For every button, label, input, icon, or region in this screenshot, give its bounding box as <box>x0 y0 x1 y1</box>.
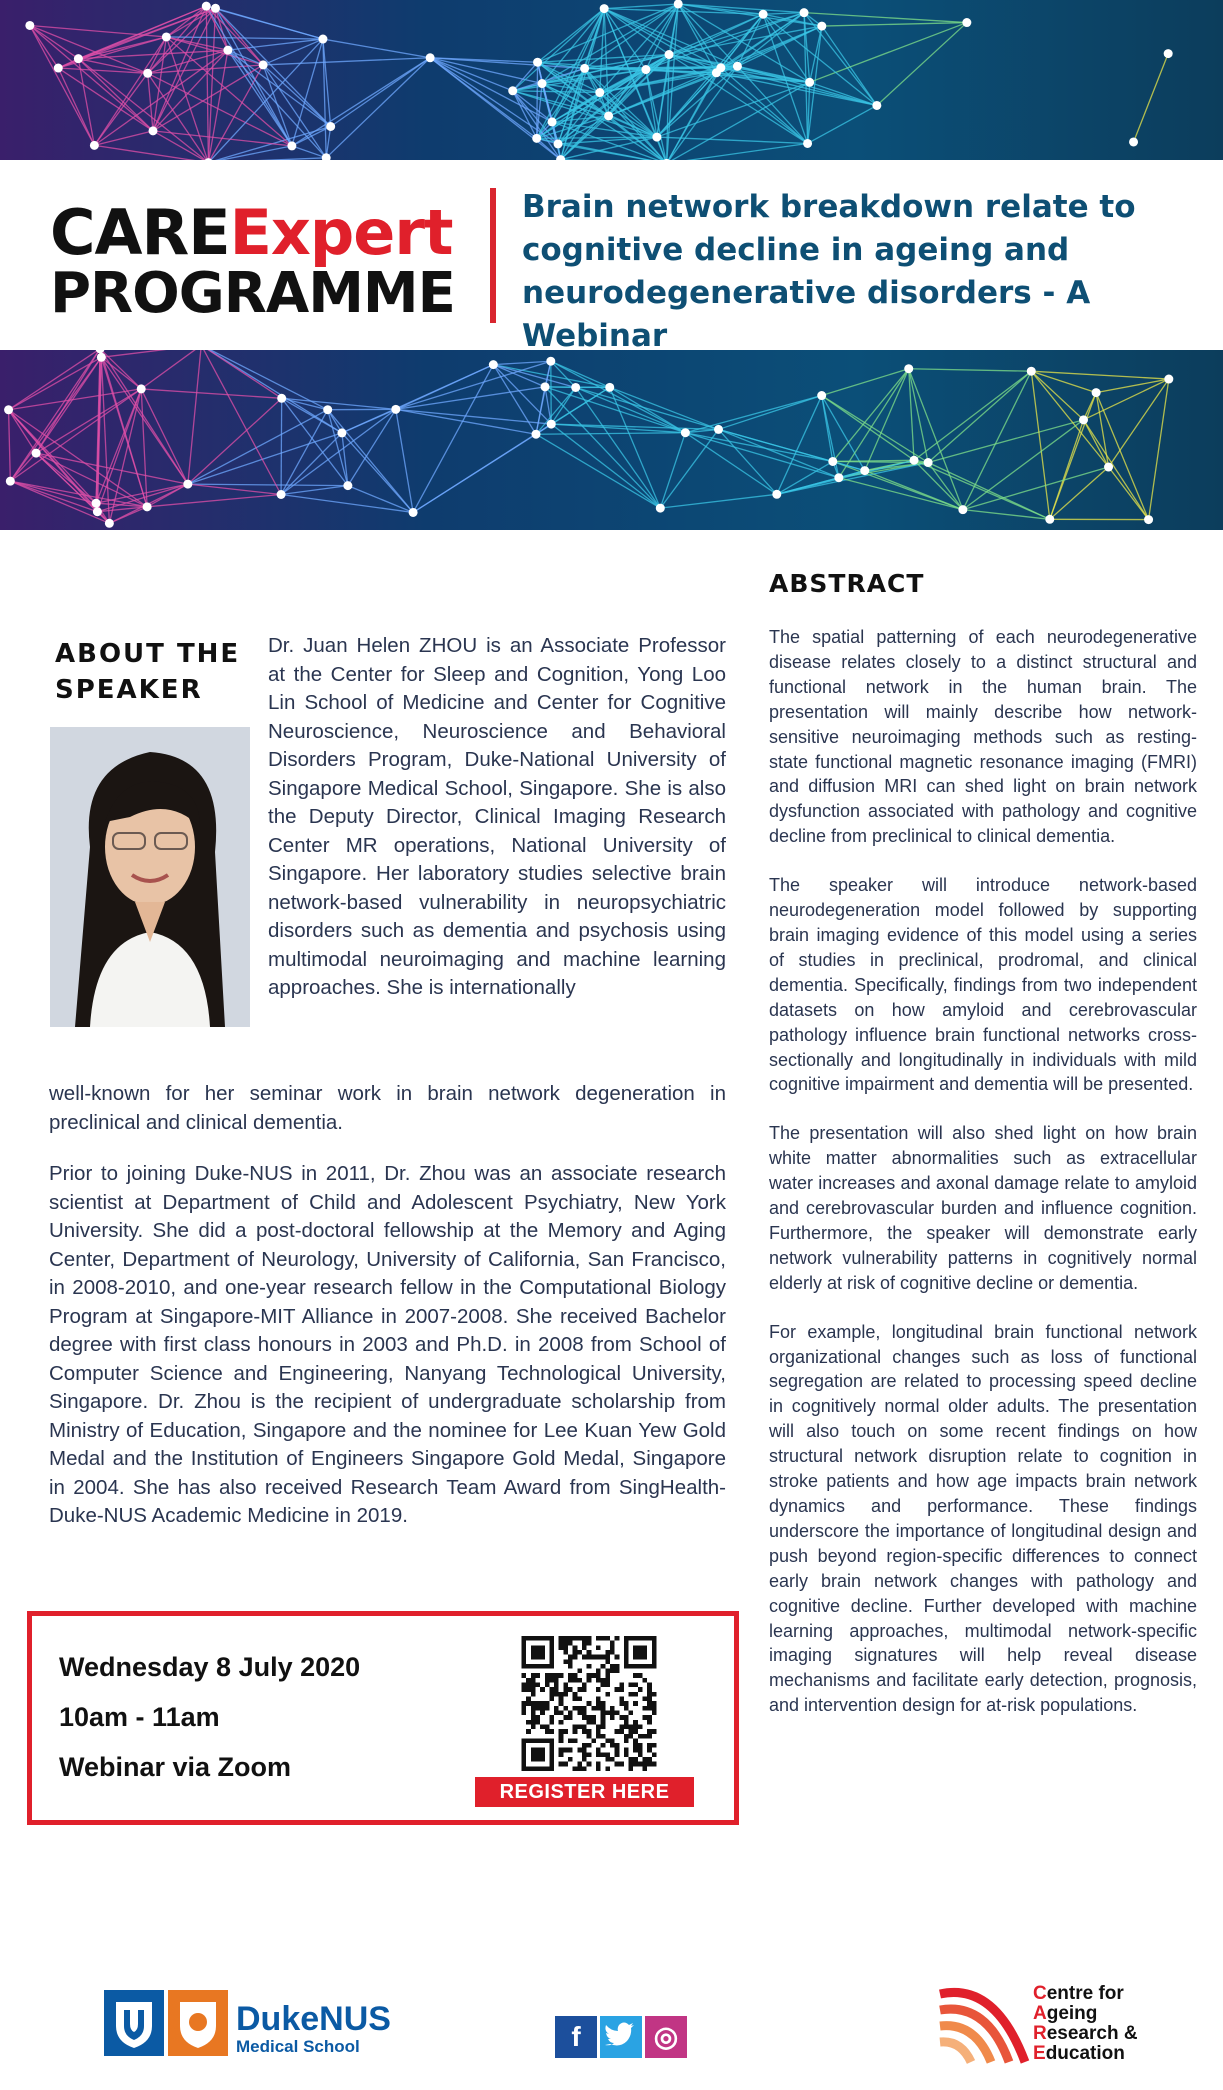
care-a: A <box>1033 2003 1047 2024</box>
duke-nus-name: DukeNUS <box>236 2000 391 2038</box>
logo-programme: PROGRAMME <box>50 261 455 326</box>
webinar-title-line-1: Brain network breakdown relate to <box>522 189 1136 225</box>
facebook-icon[interactable]: f <box>555 2016 597 2058</box>
care-e: E <box>1033 2043 1046 2064</box>
instagram-icon[interactable]: ◎ <box>645 2016 687 2058</box>
abstract-paragraph-1: The spatial patterning of each neurodegenerative disease relates closely to a distinct structural and functional network in the human brain. The presentation will mainly describe how network-sensitive neuroimaging methods such as resting-state functional magnetic resonance imaging (FMRI) and diffusion MRI can shed light on brain network dysfunction associated with pathology and cognitive decline from preclinical to clinical dementia. <box>769 627 1197 847</box>
bio-paragraph-1-end: well-known for her seminar work in brain network degeneration in preclinical and clinical dementia. <box>49 1082 726 1134</box>
abstract-paragraph-4: For example, longitudinal brain functional network organizational changes such as loss of functional segregation are related to processing speed decline in cognitively normal older adults. The presentation will also touch on some recent findings on how structural network disruption relate to cognition in stroke patients and how age impacts brain network dynamics and performance. These findings underscore the importance of longitudinal design and push beyond region-specific differences to connect early brain network changes with pathology and cognitive decline. Further developed with machine learning approaches, multimodal network-specific imaging signatures will help reveal disease mechanisms and facilitate early detection, prognosis, and intervention design for at-risk populations. <box>769 1321 1197 1716</box>
care-arcs-icon <box>935 1984 1035 2064</box>
care-line-4: ducation <box>1045 2043 1125 2064</box>
duke-nus-sub: Medical School <box>236 2037 360 2056</box>
care-r: R <box>1033 2023 1047 2044</box>
speaker-bio-continued <box>49 1080 726 1554</box>
abstract-paragraph-3: The presentation will also shed light on how brain white matter abnormalities such as extracellular water increases and axonal damage relate to amyloid and cerebrovascular burden and influence cognition. Furthermore, the speaker will demonstrate early network vulnerability patterns in cognitively normal elderly at risk of cognitive decline or dementia. <box>769 1123 1197 1293</box>
about-speaker-heading <box>55 636 240 708</box>
care-line-2: geing <box>1046 2003 1098 2024</box>
header-banner <box>0 0 1223 530</box>
event-date: Wednesday 8 July 2020 <box>59 1652 361 1682</box>
event-venue: Webinar via Zoom <box>59 1752 292 1782</box>
duke-nus-logo <box>104 1988 414 2065</box>
title-bar <box>0 160 1223 354</box>
event-details-box <box>27 1611 739 1825</box>
carexpert-logo <box>50 196 455 326</box>
abstract-heading: ABSTRACT <box>769 569 925 598</box>
webinar-title-line-2: cognitive decline in ageing and <box>522 232 1070 268</box>
logo-expert: Expert <box>229 196 453 269</box>
care-line-3: esearch & <box>1046 2023 1138 2044</box>
event-time: 10am - 11am <box>59 1702 220 1732</box>
webinar-title-line-3: neurodegenerative disorders - A Webinar <box>522 275 1091 354</box>
webinar-title <box>522 186 1202 358</box>
bio-paragraph-2: Prior to joining Duke-NUS in 2011, Dr. Zhou was an associate research scientist at Department of Child and Adolescent Psychiatry, New York University. She did a post-doctoral fellowship at the Memory and Aging Center, Department of Neurology, University of California, San Francisco, in 2008-2010, and one-year research fellow in the Computational Biology Program at Singapore-MIT Alliance in 2007-2008. She received Bachelor degree with first class honours in 2003 and Ph.D. in 2008 from School of Computer Science and Engineering, Nanyang Technological University, Singapore. Dr. Zhou is the recipient of undergraduate scholarship from Ministry of Education, Singapore and the nominee for Lee Kuan Yew Gold Medal and the Institution of Engineers Singapore Gold Medal, Singapore in 2004. She has also received Research Team Award from SingHealth-Duke-NUS Academic Medicine in 2019. <box>49 1162 726 1527</box>
care-c: C <box>1033 1983 1047 2004</box>
abstract-body <box>769 625 1197 1742</box>
logo-care: CARE <box>50 196 230 269</box>
care-line-1: entre for <box>1046 1983 1124 2004</box>
about-heading-line-1: ABOUT THE <box>55 639 241 669</box>
speaker-photo <box>50 727 250 1027</box>
abstract-paragraph-2: The speaker will introduce network-based neurodegeneration model followed by supporting brain imaging evidence of this model using a series of studies in preclinical, prodromal, and clinical dementia. Specifically, findings from two independent datasets on how amyloid and cerebrovascular pathology influence brain functional networks cross-sectionally and longitudinally in individuals with mild cognitive impairment and dementia will be presented. <box>769 875 1197 1095</box>
register-here-button[interactable]: REGISTER HERE <box>475 1777 694 1807</box>
social-links <box>555 2016 687 2058</box>
twitter-icon[interactable] <box>600 2016 642 2058</box>
about-heading-line-2: SPEAKER <box>55 675 203 705</box>
care-centre-name <box>1033 1984 1138 2064</box>
speaker-bio-intro: Dr. Juan Helen ZHOU is an Associate Professor at the Center for Sleep and Cognition, Yong Loo Lin School of Medicine and Center for Cognitive Neuroscience, Neuroscience and Behavioral Disorders Program, Duke-National University of Singapore Medical School, Singapore. She is also the Deputy Director, Clinical Imaging Research Center MR operations, National University of Singapore. Her laboratory studies selective brain network-based vulnerability in neuropsychiatric disorders such as dementia and psychosis using multimodal neuroimaging and machine learning approaches. She is internationally <box>268 634 726 999</box>
qr-code-icon[interactable] <box>519 1636 659 1771</box>
title-divider <box>490 188 496 323</box>
